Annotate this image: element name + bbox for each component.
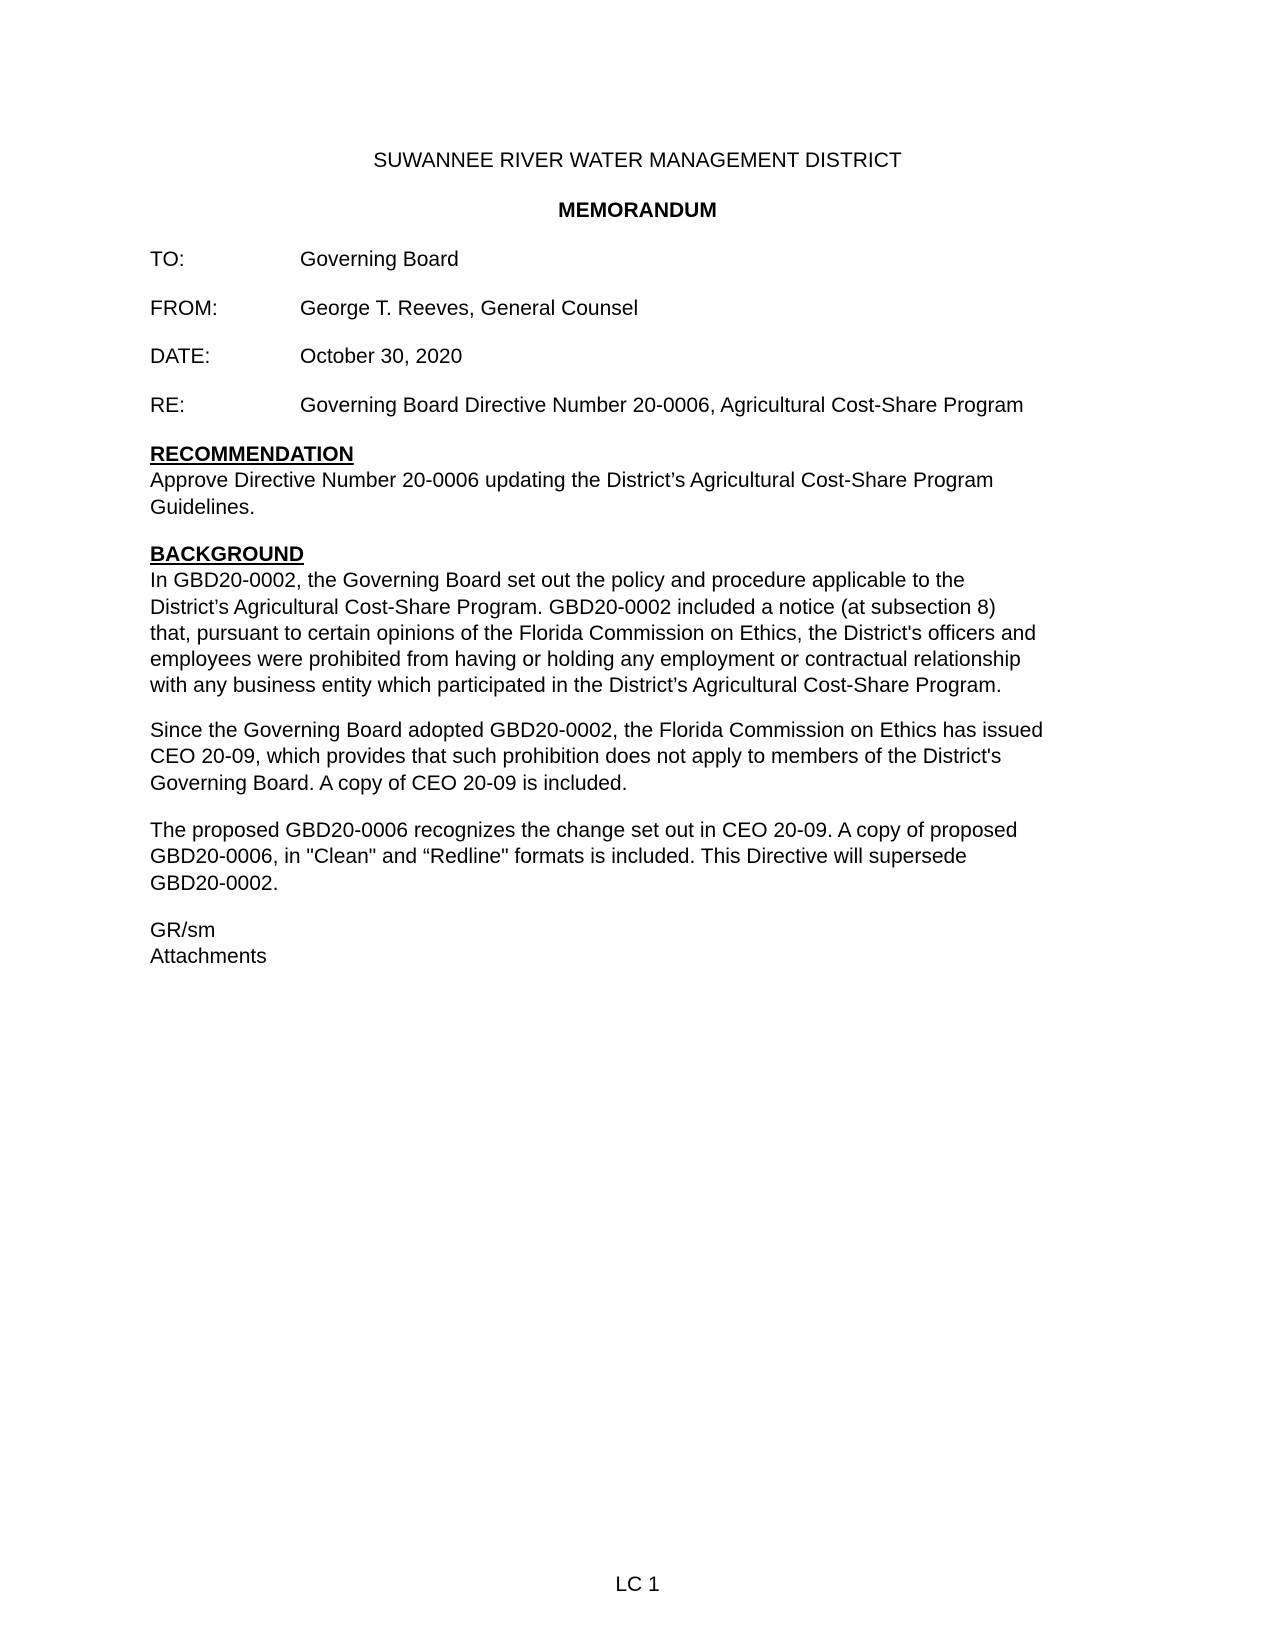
- background-paragraph-1: [150, 568, 1150, 699]
- text-line: CEO 20-09, which provides that such prohibition does not apply to members of the District's: [150, 745, 1002, 769]
- document-type-title: MEMORANDUM: [558, 199, 717, 222]
- background-heading: BACKGROUND: [150, 543, 304, 566]
- background-paragraph-2: [150, 718, 1150, 797]
- recommendation-text: [150, 468, 1150, 521]
- text-line: employees were prohibited from having or holding any employment or contractual relationship: [150, 648, 1021, 672]
- attachments-label: Attachments: [150, 945, 267, 969]
- from-value: George T. Reeves, General Counsel: [300, 297, 639, 320]
- text-line: with any business entity which participated in the District’s Agricultural Cost-Share Program.: [150, 674, 1002, 698]
- re-label: RE:: [150, 394, 186, 417]
- text-line: The proposed GBD20-0006 recognizes the change set out in CEO 20-09. A copy of proposed: [150, 819, 1018, 842]
- to-value: Governing Board: [300, 248, 459, 271]
- text-line: GBD20-0002.: [150, 871, 279, 895]
- page-footer-label: LC 1: [615, 1573, 660, 1596]
- date-label: DATE:: [150, 345, 211, 368]
- date-value: October 30, 2020: [300, 345, 463, 368]
- re-value: Governing Board Directive Number 20-0006, Agricultural Cost-Share Program: [300, 394, 1024, 417]
- background-paragraph-2-block: [150, 718, 1150, 797]
- text-line: Guidelines.: [150, 495, 256, 519]
- initials: GR/sm: [150, 919, 216, 942]
- text-line: Approve Directive Number 20-0006 updating the District’s Agricultural Cost-Share Program: [150, 469, 994, 493]
- organization-name: SUWANNEE RIVER WATER MANAGEMENT DISTRICT: [373, 149, 902, 172]
- text-line: GBD20-0006, in "Clean" and “Redline" formats is included. This Directive will supersede: [150, 845, 967, 869]
- background-section: [150, 542, 1150, 700]
- from-label: FROM:: [150, 297, 218, 320]
- text-line: that, pursuant to certain opinions of the Florida Commission on Ethics, the District's officers and: [150, 621, 1037, 645]
- recommendation-heading: RECOMMENDATION: [150, 443, 354, 466]
- background-paragraph-3-block: [150, 818, 1150, 897]
- closing-block: [150, 918, 1150, 971]
- text-line: District’s Agricultural Cost-Share Program. GBD20-0002 included a notice (at subsection 8): [150, 595, 996, 619]
- to-label: TO:: [150, 248, 185, 271]
- recommendation-section: [150, 442, 1150, 521]
- text-line: Since the Governing Board adopted GBD20-0002, the Florida Commission on Ethics has issued: [150, 719, 1043, 742]
- background-paragraph-3: [150, 818, 1150, 897]
- text-line: In GBD20-0002, the Governing Board set out the policy and procedure applicable to the: [150, 569, 965, 593]
- text-line: Governing Board. A copy of CEO 20-09 is included.: [150, 771, 628, 795]
